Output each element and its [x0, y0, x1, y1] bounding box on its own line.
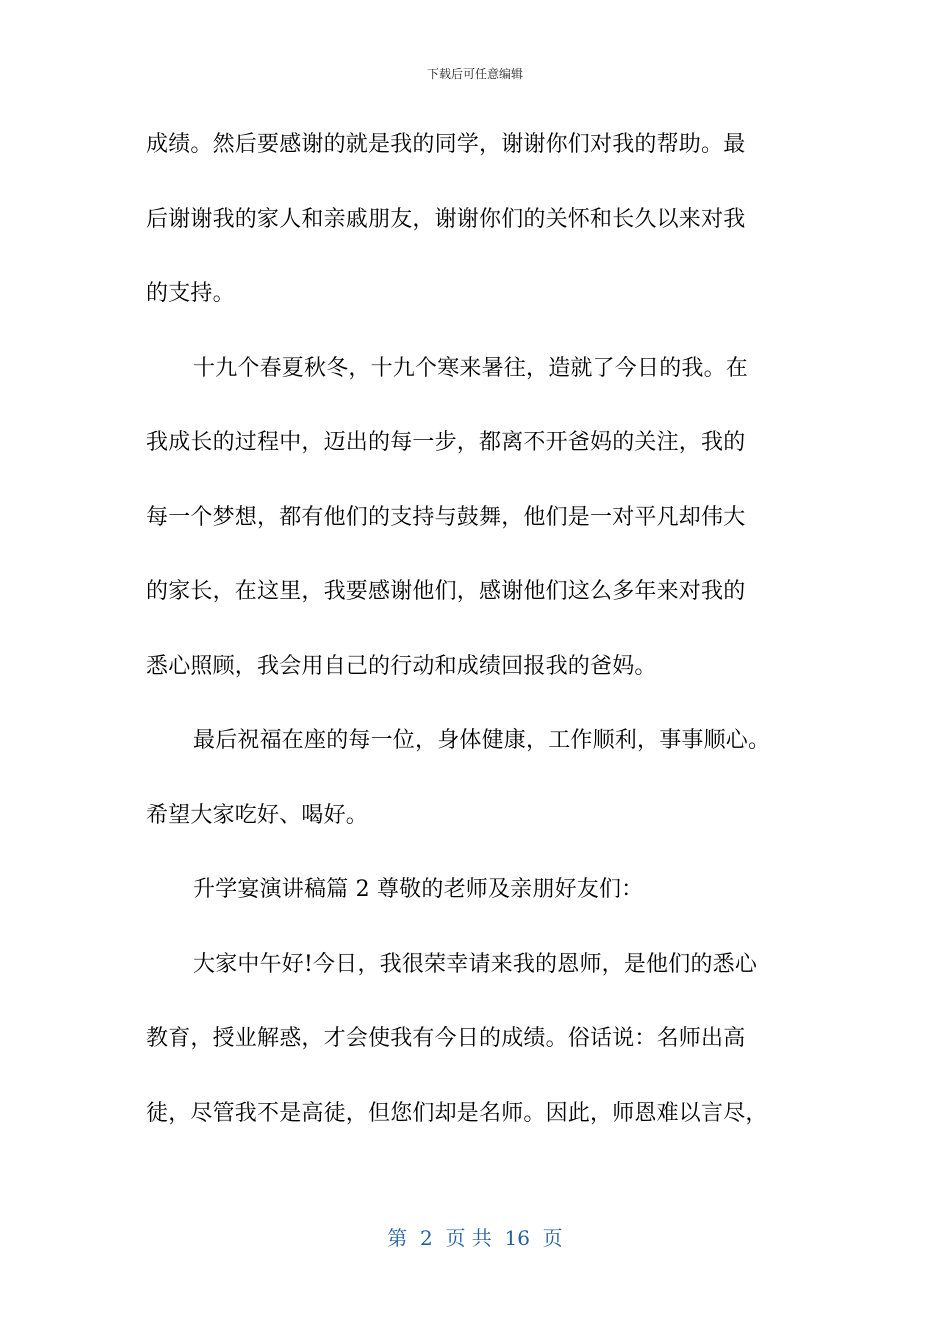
- document-body: [146, 108, 806, 1151]
- page-number-footer: 第 2 页 共 16 页: [387, 1226, 563, 1250]
- text-line: 我成长的过程中，迈出的每一步，都离不开爸妈的关注，我的: [146, 430, 746, 455]
- text-line: 教育，授业解惑，才会使我有今日的成绩。俗话说：名师出高: [146, 1026, 746, 1051]
- text-line: 的家长，在这里，我要感谢他们，感谢他们这么多年来对我的: [146, 579, 746, 604]
- paragraph: [146, 108, 806, 332]
- section-heading: [146, 853, 806, 928]
- text-line: 后谢谢我的家人和亲戚朋友，谢谢你们的关怀和长久以来对我: [146, 206, 746, 232]
- text-line: 的支持。: [146, 281, 235, 306]
- text-line: 希望大家吃好、喝好。: [146, 802, 369, 828]
- text-line: 每一个梦想，都有他们的支持与鼓舞，他们是一对平凡却伟大: [146, 504, 746, 530]
- page-header: 下载后可任意编辑: [426, 67, 523, 81]
- paragraph: [146, 704, 806, 853]
- text-line: 升学宴演讲稿篇 2 尊敬的老师及亲朋好友们：: [193, 877, 644, 902]
- text-line: 成绩。然后要感谢的就是我的同学，谢谢你们对我的帮助。最: [146, 132, 746, 157]
- paragraph: [146, 332, 806, 705]
- text-line: 最后祝福在座的每一位，身体健康，工作顺利，事事顺心。: [193, 728, 771, 753]
- text-line: 大家中午好!今日，我很荣幸请来我的恩师，是他们的悉心: [193, 951, 758, 977]
- text-line: 十九个春夏秋冬，十九个寒来暑往，造就了今日的我。在: [193, 355, 749, 381]
- text-line: 悉心照顾，我会用自己的行动和成绩回报我的爸妈。: [146, 653, 657, 679]
- text-line: 徒，尽管我不是高徒，但您们却是名师。因此，师恩难以言尽，: [146, 1100, 768, 1126]
- paragraph: [146, 928, 806, 1152]
